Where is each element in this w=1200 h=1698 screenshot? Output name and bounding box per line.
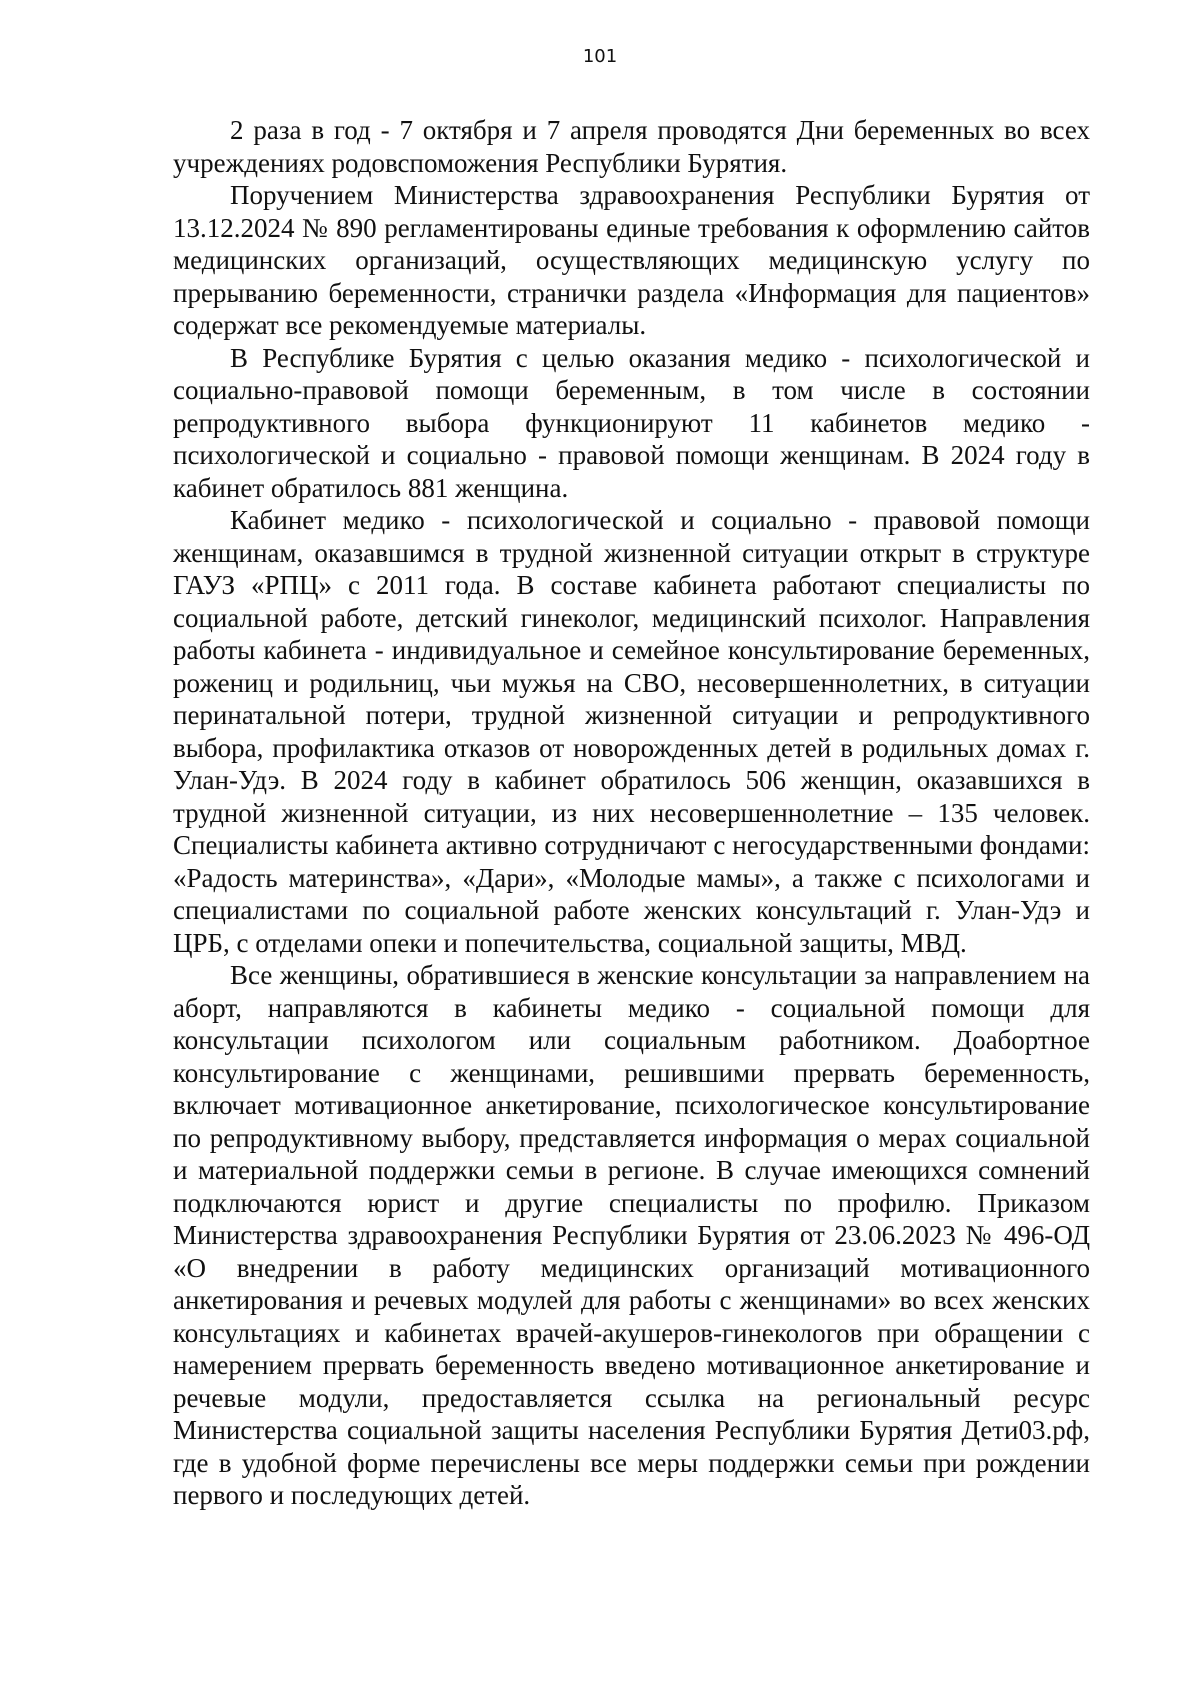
document-body bbox=[173, 114, 1090, 1512]
paragraph-assistance-offices: В Республике Бурятия с целью оказания медико - психологической и социально-правовой помощи беременным, в том числе в состоянии репродуктивного выбора функционируют 11 кабинетов медико - психологической и социально - правовой помощи женщинам. В 2024 году в кабинет обратилось 881 женщина. bbox=[173, 342, 1090, 503]
paragraph-rpc-office: Кабинет медико - психологической и социально - правовой помощи женщинам, оказавшимся в трудной жизненной ситуации открыт в структуре ГАУЗ «РПЦ» с 2011 года. В составе кабинета работают специалисты по социальной работе, детский гинеколог, медицинский психолог. Направления работы кабинета - индивидуальное и семейное консультирование беременных, рожениц и родильниц, чьи мужья на СВО, несовершеннолетних, в ситуации перинатальной потери, трудной жизненной ситуации и репродуктивного выбора, профилактика отказов от новорожденных детей в родильных домах г. Улан-Удэ. В 2024 году в кабинет обратилось 506 женщин, оказавшихся в трудной жизненной ситуации, из них несовершеннолетние – 135 человек. Специалисты кабинета активно сотрудничают с негосударственными фондами: «Радость материнства», «Дари», «Молодые мамы», а также с психологами и специалистами по социальной работе женских консультаций г. Улан-Удэ и ЦРБ, с отделами опеки и попечительства, социальной защиты, МВД. bbox=[173, 505, 1090, 958]
paragraph-website-requirements: Поручением Министерства здравоохранения Республики Бурятия от 13.12.2024 № 890 регламентированы единые требования к оформлению сайтов медицинских организаций, осуществляющих медицинскую услугу по прерыванию беременности, странички раздела «Информация для пациентов» содержат все рекомендуемые материалы. bbox=[173, 180, 1090, 340]
paragraph-pregnancy-days: 2 раза в год - 7 октября и 7 апреля проводятся Дни беременных во всех учреждениях родовспоможения Республики Бурятия. bbox=[173, 115, 1090, 178]
paragraph-pre-abortion-counseling: Все женщины, обратившиеся в женские консультации за направлением на аборт, направляются в кабинеты медико - социальной помощи для консультации психологом или социальным работником. Доабортное консультирование с женщинами, решившими прервать беременность, включает мотивационное анкетирование, психологическое консультирование по репродуктивному выбору, представляется информация о мерах социальной и материальной поддержки семьи в регионе. В случае имеющихся сомнений подключаются юрист и другие специалисты по профилю. Приказом Министерства здравоохранения Республики Бурятия от 23.06.2023 № 496-ОД «О внедрении в работу медицинских организаций мотивационного анкетирования и речевых модулей для работы с женщинами» во всех женских консультациях и кабинетах врачей-акушеров-гинекологов при обращении с намерением прервать беременность введено мотивационное анкетирование и речевые модули, предоставляется ссылка на региональный ресурс Министерства социальной защиты населения Республики Бурятия Дети03.рф, где в удобной форме перечислены все меры поддержки семьи при рождении первого и последующих детей. bbox=[173, 960, 1090, 1510]
page-number: 101 bbox=[582, 46, 618, 67]
